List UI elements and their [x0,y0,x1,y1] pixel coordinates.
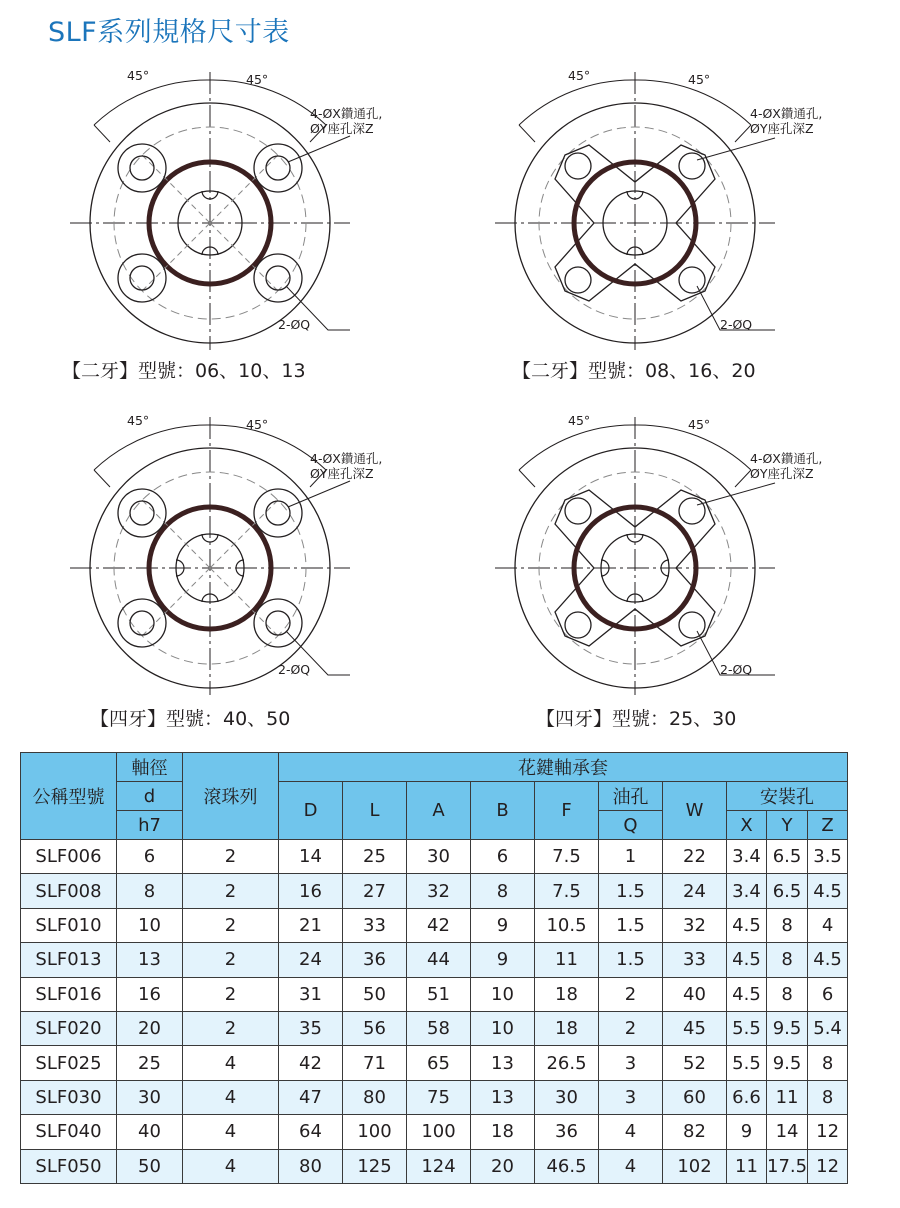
cell-model: SLF030 [21,1080,117,1114]
mount-hole [118,489,166,537]
cell-model: SLF013 [21,943,117,977]
cell-L: 100 [343,1115,407,1149]
angle-right-label: 45° [688,417,711,432]
cell-F: 11 [535,943,599,977]
angle-right-label: 45° [688,72,711,87]
cell-Y: 9.5 [767,1046,808,1080]
hole-note [750,451,822,481]
hole-note [310,106,382,136]
cell-B: 13 [471,1046,535,1080]
cell-Z: 12 [808,1149,848,1183]
cell-ball-rows: 4 [183,1115,279,1149]
hole-note-line2: ØY座孔深Z [310,121,374,136]
angle-left-label: 45° [127,68,150,83]
mount-hole [679,267,705,293]
cell-A: 75 [407,1080,471,1114]
table-row [21,1080,848,1114]
header-A: A [407,782,471,840]
oil-hole-label: 2-ØQ [278,317,311,332]
cell-model: SLF020 [21,1011,117,1045]
cell-F: 30 [535,1080,599,1114]
header-W: W [663,782,727,840]
cell-Y: 6.5 [767,840,808,874]
angle-left-label: 45° [568,68,591,83]
header-ball-rows: 滾珠列 [183,753,279,840]
cell-F: 7.5 [535,840,599,874]
diagram-caption: 【四牙】型號：40、50 [90,708,291,730]
table-row [21,1046,848,1080]
cell-B: 9 [471,943,535,977]
cell-D: 31 [279,977,343,1011]
cell-F: 36 [535,1115,599,1149]
cell-W: 102 [663,1149,727,1183]
cell-W: 22 [663,840,727,874]
cell-B: 13 [471,1080,535,1114]
cell-W: 45 [663,1011,727,1045]
spec-table-body [21,840,848,1184]
cell-L: 80 [343,1080,407,1114]
diagram-round-flange-2-tooth [60,60,360,360]
cell-Y: 14 [767,1115,808,1149]
cell-D: 80 [279,1149,343,1183]
cell-model: SLF008 [21,874,117,908]
angle-right-label: 45° [246,417,269,432]
cell-A: 100 [407,1115,471,1149]
cell-ball-rows: 2 [183,943,279,977]
cell-ball-rows: 2 [183,908,279,942]
oil-hole-label: 2-ØQ [720,317,753,332]
cell-Q: 1.5 [599,908,663,942]
hole-note [310,451,382,481]
cell-ball-rows: 2 [183,977,279,1011]
cell-d: 8 [117,874,183,908]
cell-d: 20 [117,1011,183,1045]
cell-model: SLF016 [21,977,117,1011]
mount-hole [565,267,591,293]
hole-note-line1: 4-ØX鑽通孔, [310,451,383,466]
cell-d: 40 [117,1115,183,1149]
mount-hole [565,612,591,638]
mount-hole [679,498,705,524]
cell-Q: 1.5 [599,874,663,908]
mount-hole [118,144,166,192]
cell-F: 10.5 [535,908,599,942]
cell-L: 33 [343,908,407,942]
cell-Q: 3 [599,1080,663,1114]
cell-d: 25 [117,1046,183,1080]
cell-A: 51 [407,977,471,1011]
cell-A: 44 [407,943,471,977]
table-row [21,840,848,874]
cell-A: 124 [407,1149,471,1183]
hole-note-line1: 4-ØX鑽通孔, [310,106,383,121]
hole-note-line2: ØY座孔深Z [750,121,814,136]
cell-B: 10 [471,977,535,1011]
hole-note-line1: 4-ØX鑽通孔, [750,451,823,466]
cell-X: 6.6 [727,1080,767,1114]
diagram-round-flange-4-tooth [60,405,360,705]
cell-B: 18 [471,1115,535,1149]
cell-ball-rows: 4 [183,1080,279,1114]
cell-X: 5.5 [727,1011,767,1045]
header-L: L [343,782,407,840]
header-B: B [471,782,535,840]
mount-hole [118,599,166,647]
cell-W: 82 [663,1115,727,1149]
spec-table [20,752,848,1184]
cell-ball-rows: 2 [183,840,279,874]
cell-D: 47 [279,1080,343,1114]
header-Y: Y [767,811,808,840]
cell-L: 27 [343,874,407,908]
cell-D: 64 [279,1115,343,1149]
cell-Q: 2 [599,1011,663,1045]
mount-hole [679,153,705,179]
header-shaft: 軸徑 [117,753,183,782]
table-row [21,1011,848,1045]
cell-Z: 4.5 [808,943,848,977]
cell-Y: 8 [767,977,808,1011]
table-row [21,874,848,908]
angle-left-label: 45° [127,413,150,428]
cell-Q: 4 [599,1149,663,1183]
cell-Y: 17.5 [767,1149,808,1183]
cell-L: 36 [343,943,407,977]
mount-hole [254,144,302,192]
header-model: 公稱型號 [21,753,117,840]
mount-hole [118,254,166,302]
header-shaft-tolerance: h7 [117,811,183,840]
table-row [21,977,848,1011]
cell-A: 42 [407,908,471,942]
cell-d: 30 [117,1080,183,1114]
cell-W: 60 [663,1080,727,1114]
cell-D: 24 [279,943,343,977]
cell-F: 18 [535,977,599,1011]
hole-note-line2: ØY座孔深Z [750,466,814,481]
diagram-caption: 【四牙】型號：25、30 [536,708,737,730]
mount-hole [254,489,302,537]
cell-A: 30 [407,840,471,874]
page-title: SLF系列規格尺寸表 [48,17,290,48]
cell-D: 14 [279,840,343,874]
cell-ball-rows: 4 [183,1149,279,1183]
cell-L: 125 [343,1149,407,1183]
cell-L: 25 [343,840,407,874]
cell-Q: 1.5 [599,943,663,977]
cell-W: 52 [663,1046,727,1080]
cell-B: 9 [471,908,535,942]
cell-D: 16 [279,874,343,908]
cell-X: 3.4 [727,840,767,874]
cell-Q: 2 [599,977,663,1011]
hole-note-line2: ØY座孔深Z [310,466,374,481]
cell-ball-rows: 4 [183,1046,279,1080]
diagram-cross-flange-2-tooth [485,60,785,360]
cell-Q: 1 [599,840,663,874]
cell-Z: 6 [808,977,848,1011]
cell-model: SLF025 [21,1046,117,1080]
header-oil-hole: 油孔 [599,782,663,811]
cell-Y: 9.5 [767,1011,808,1045]
hole-note [750,106,822,136]
cell-Z: 8 [808,1046,848,1080]
mount-hole [565,498,591,524]
cell-X: 3.4 [727,874,767,908]
cell-Y: 8 [767,943,808,977]
table-row [21,908,848,942]
cell-D: 21 [279,908,343,942]
cell-X: 5.5 [727,1046,767,1080]
diagram-cross-flange-4-tooth [485,405,785,705]
cell-L: 50 [343,977,407,1011]
cell-model: SLF050 [21,1149,117,1183]
cell-d: 13 [117,943,183,977]
cell-Z: 4 [808,908,848,942]
header-X: X [727,811,767,840]
oil-hole-label: 2-ØQ [278,662,311,677]
cell-X: 4.5 [727,943,767,977]
cell-X: 4.5 [727,977,767,1011]
header-F: F [535,782,599,840]
diagram-caption: 【二牙】型號：08、16、20 [512,360,756,382]
oil-hole-label: 2-ØQ [720,662,753,677]
cell-Z: 3.5 [808,840,848,874]
header-shaft-d: d [117,782,183,811]
cell-A: 65 [407,1046,471,1080]
cell-d: 16 [117,977,183,1011]
header-Z: Z [808,811,848,840]
angle-right-label: 45° [246,72,269,87]
cell-B: 20 [471,1149,535,1183]
cell-ball-rows: 2 [183,1011,279,1045]
cell-X: 11 [727,1149,767,1183]
cell-model: SLF040 [21,1115,117,1149]
cell-model: SLF010 [21,908,117,942]
cell-F: 7.5 [535,874,599,908]
cell-L: 71 [343,1046,407,1080]
cell-B: 10 [471,1011,535,1045]
cell-Y: 11 [767,1080,808,1114]
cell-ball-rows: 2 [183,874,279,908]
table-row [21,1149,848,1183]
table-row [21,943,848,977]
cell-X: 9 [727,1115,767,1149]
header-D: D [279,782,343,840]
cell-F: 26.5 [535,1046,599,1080]
cell-Z: 12 [808,1115,848,1149]
cell-W: 40 [663,977,727,1011]
cell-F: 18 [535,1011,599,1045]
header-Q: Q [599,811,663,840]
cell-B: 6 [471,840,535,874]
cell-D: 42 [279,1046,343,1080]
header-sleeve: 花鍵軸承套 [279,753,848,782]
cell-Y: 6.5 [767,874,808,908]
cell-d: 6 [117,840,183,874]
angle-left-label: 45° [568,413,591,428]
cell-Q: 3 [599,1046,663,1080]
cell-D: 35 [279,1011,343,1045]
cell-Q: 4 [599,1115,663,1149]
mount-hole [565,153,591,179]
mount-hole [679,612,705,638]
cell-model: SLF006 [21,840,117,874]
cell-B: 8 [471,874,535,908]
cell-A: 58 [407,1011,471,1045]
cell-Z: 5.4 [808,1011,848,1045]
cell-W: 24 [663,874,727,908]
cell-Z: 4.5 [808,874,848,908]
cell-X: 4.5 [727,908,767,942]
table-row [21,1115,848,1149]
cell-Z: 8 [808,1080,848,1114]
cell-W: 33 [663,943,727,977]
header-mount-hole: 安裝孔 [727,782,848,811]
cell-d: 50 [117,1149,183,1183]
cell-A: 32 [407,874,471,908]
cell-d: 10 [117,908,183,942]
cell-W: 32 [663,908,727,942]
diagram-caption: 【二牙】型號：06、10、13 [62,360,306,382]
cell-L: 56 [343,1011,407,1045]
cell-F: 46.5 [535,1149,599,1183]
hole-note-line1: 4-ØX鑽通孔, [750,106,823,121]
cell-Y: 8 [767,908,808,942]
